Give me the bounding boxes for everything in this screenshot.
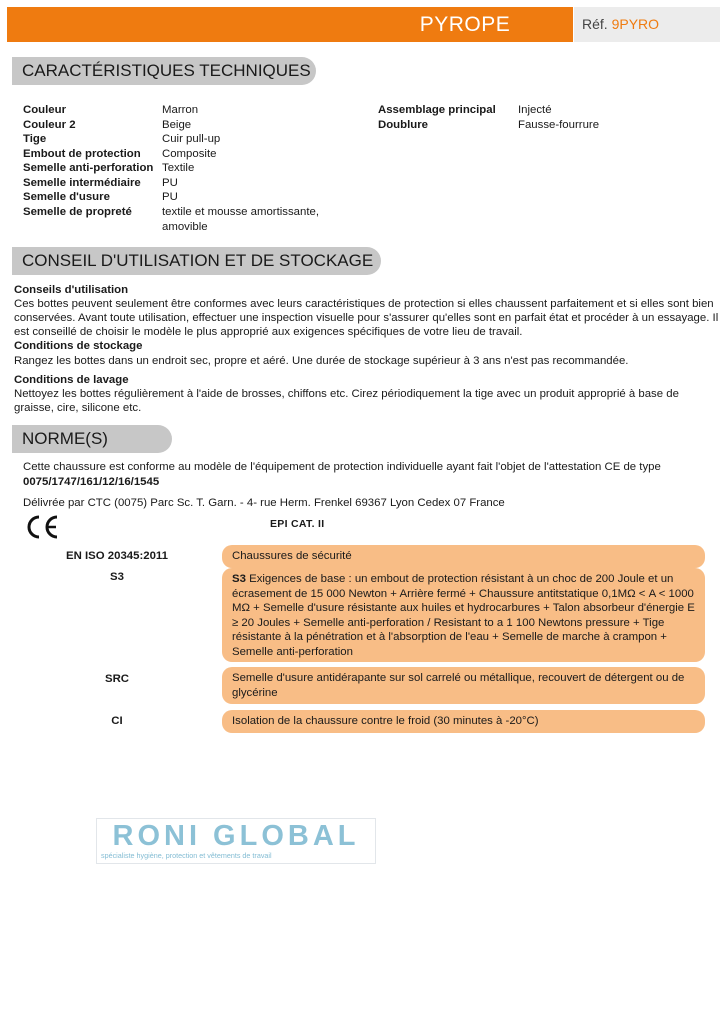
spec-value: Cuir pull-up [162,133,221,145]
section-title-tech: CARACTÉRISTIQUES TECHNIQUES [12,57,316,85]
norm-line: écrasement de 15 000 Newton + Arrière fermé + Chaussure antitstatique 0,1MΩ < A < 1000 [232,587,694,600]
norm-description [222,545,705,568]
spec-label: Couleur [23,104,67,116]
product-title: PYROPE [419,13,511,36]
wash-title: Conditions de lavage [14,374,129,386]
norm-code: S3 [110,571,124,583]
norm-line: Semelle anti-perforation [232,645,353,658]
norm-description [222,667,705,704]
spec-label: Doublure [378,119,428,131]
norm-lead: S3 [232,573,246,585]
usage-title: Conseils d'utilisation [14,284,129,296]
wash-line: graisse, cire, silicone etc. [14,402,142,414]
norm-line: Semelle d'usure antidérapante sur sol carrelé ou métallique, recouvert de détergent ou de [232,672,685,684]
spec-value: textile et mousse amortissante, [162,206,320,218]
norm-line: ≥ 20 Joules + Semelle anti-perforation / Resistant to a 1 100 Newtons pressure + Tige [232,616,665,629]
usage-line: conservées. Avant toute utilisation, effectuer une inspection visuelle pour s'assurer qu'elles sont en parfait état et procéder à un essayage. Il [14,312,719,324]
spec-label: Semelle de propreté [23,206,132,218]
spec-value: Fausse-fourrure [518,119,600,131]
usage-line: est conseillé de choisir le modèle le plus approprié aux exigences spécifiques de votre lieu de travail. [14,326,523,338]
reference-label: Réf. [582,16,608,32]
norm-line: résistante à la pénétration et à l'absorption de l'eau + Semelle de marche à crampon + [232,631,667,644]
norm-description [222,710,705,733]
spec-value-continued: amovible [162,221,208,233]
norm-description [222,568,705,662]
reference-box [574,7,720,42]
spec-label: Semelle d'usure [23,191,110,203]
spec-label: Semelle intermédiaire [23,177,141,189]
epi-category: EPI CAT. II [270,518,325,530]
company-logo [96,818,376,864]
conformity-text: Cette chaussure est conforme au modèle de l'équipement de protection individuelle ayant fait l'objet de l'attestation CE de type [23,461,661,473]
spec-value: Marron [162,104,199,116]
section-title-norms: NORME(S) [12,425,172,453]
ce-mark-icon [25,514,65,540]
norm-line: Exigences de base : un embout de protection résistant à un choc de 200 Joule et un [245,573,674,585]
spec-label: Semelle anti-perforation [23,162,154,174]
norm-line: MΩ + Semelle d'usure résistante aux huiles et hydrocarbures + Talon absorbeur d'énergie E [232,602,695,615]
spec-value: Composite [162,148,217,160]
spec-label: Assemblage principal [378,104,496,116]
usage-line: Ces bottes peuvent seulement être conformes avec leurs caractéristiques de protection si elles chaussent parfaitement et si elles sont bien [14,298,714,310]
spec-label: Embout de protection [23,148,141,160]
norm-line: glycérine [232,686,278,699]
logo-tagline: spécialiste hygiène, protection et vêtements de travail [101,851,272,860]
spec-value: PU [162,191,178,203]
attestation-number: 0075/1747/161/12/16/1545 [23,476,160,488]
storage-text: Rangez les bottes dans un endroit sec, propre et aéré. Une durée de stockage supérieur à 3 ans n'est pas recommandée. [14,355,629,367]
issued-by: Délivrée par CTC (0075) Parc Sc. T. Garn. - 4- rue Herm. Frenkel 69367 Lyon Cedex 07 France [23,497,505,509]
norm-line: Isolation de la chaussure contre le froid (30 minutes à -20°C) [232,715,539,727]
norm-line: Chaussures de sécurité [232,550,352,562]
section-title-advice: CONSEIL D'UTILISATION ET DE STOCKAGE [12,247,381,275]
spec-value: PU [162,177,178,189]
norm-code: CI [111,715,123,727]
spec-label: Tige [23,133,47,145]
norm-code: SRC [104,673,130,685]
spec-value: Injecté [518,104,552,116]
norm-code: EN ISO 20345:2011 [66,550,168,562]
logo-name: RONI GLOBAL [112,820,360,852]
spec-value: Textile [162,162,195,174]
reference-code: 9PYRO [611,16,660,32]
wash-line: Nettoyez les bottes régulièrement à l'aide de brosses, chiffons etc. Cirez périodiquement la tige avec un produit approprié à base de [14,388,679,400]
spec-value: Beige [162,119,192,131]
spec-label: Couleur 2 [23,119,76,131]
storage-title: Conditions de stockage [14,340,143,352]
